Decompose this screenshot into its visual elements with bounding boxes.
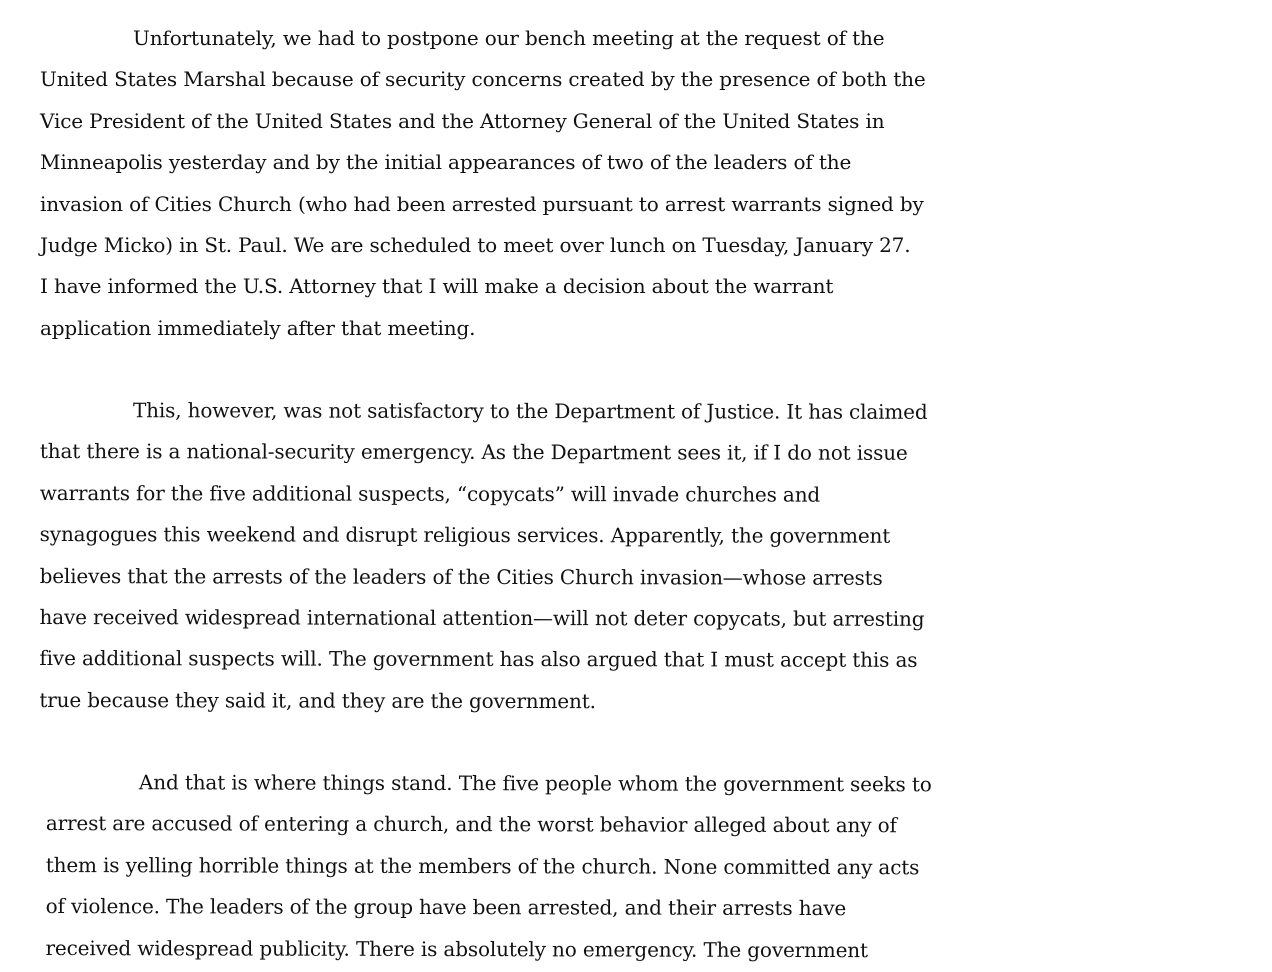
text-line: invasion of Cities Church (who had been arrested pursuant to arrest warrants signed by (40, 191, 924, 216)
paragraph-where-things-stand (45, 762, 1272, 972)
text-line: United States Marshal because of security concerns created by the presence of both the (40, 67, 926, 92)
text-line: of violence. The leaders of the group have been arrested, and their arrests have (45, 894, 847, 921)
text-line: believes that the arrests of the leaders of the Cities Church invasion—whose arrests (39, 563, 883, 590)
text-line: And that is where things stand. The five people whom the government seeks to (138, 770, 932, 797)
text-line: have received widespread international attention—will not deter copycats, but arresting (39, 604, 925, 631)
text-line: Vice President of the United States and the Attorney General of the United States in (40, 108, 885, 133)
text-line: that there is a national-security emergency. As the Department sees it, if I do not issue (39, 439, 908, 466)
text-line: application immediately after that meeting. (40, 315, 476, 340)
text-line: them is yelling horrible things at the members of the church. None committed any acts (45, 852, 920, 880)
text-line: synagogues this weekend and disrupt religious services. Apparently, the government (39, 522, 891, 548)
paragraph-bench-meeting (40, 18, 1272, 349)
text-line: arrest are accused of entering a church, and the worst behavior alleged about any of (45, 811, 897, 838)
text-line: Minneapolis yesterday and by the initial appearances of two of the leaders of the (40, 150, 852, 175)
text-line: Unfortunately, we had to postpone our bench meeting at the request of the (133, 26, 885, 50)
paragraph-department-of-justice (39, 390, 1272, 724)
text-line: I have informed the U.S. Attorney that I will make a decision about the warrant (40, 274, 834, 299)
text-line: received widespread publicity. There is absolutely no emergency. The government (45, 935, 868, 962)
text-line: warrants for the five additional suspects, “copycats” will invade churches and (39, 480, 821, 507)
text-line: true because they said it, and they are the government. (39, 687, 596, 713)
text-line: five additional suspects will. The government has also argued that I must accept this as (39, 646, 918, 673)
text-line: Judge Micko) in St. Paul. We are scheduled to meet over lunch on Tuesday, January 27. (40, 232, 911, 257)
text-line: This, however, was not satisfactory to the Department of Justice. It has claimed (132, 398, 928, 424)
